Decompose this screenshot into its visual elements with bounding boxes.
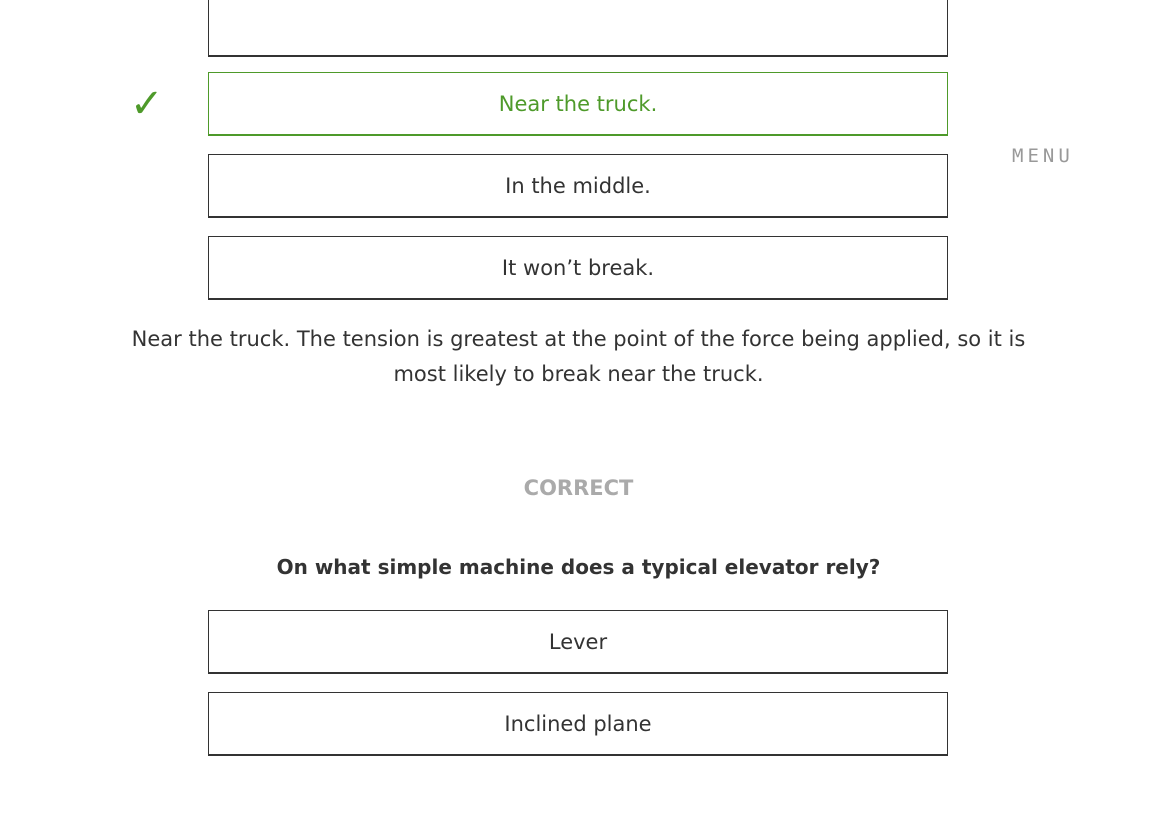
result-status: CORRECT xyxy=(523,476,634,500)
menu-button[interactable]: MENU xyxy=(1012,145,1074,167)
answer-option-inclined-plane[interactable] xyxy=(208,692,948,756)
answer-option-partial[interactable] xyxy=(208,0,948,57)
answer-label: It won’t break. xyxy=(501,255,655,280)
answer-option-lever[interactable] xyxy=(208,610,948,674)
answer-label: Inclined plane xyxy=(504,711,652,736)
answer-label: Lever xyxy=(548,629,608,654)
answer-explanation: Near the truck. The tension is greatest at the point of the force being applied, so it is most likely to break near the truck. xyxy=(131,327,1026,386)
answer-option-wont-break[interactable] xyxy=(208,236,948,300)
answer-label: In the middle. xyxy=(505,173,651,198)
answer-option-near-truck[interactable] xyxy=(208,72,948,136)
question-text: On what simple machine does a typical elevator rely? xyxy=(276,555,881,579)
answer-label: Near the truck. xyxy=(498,91,658,116)
answer-option-in-middle[interactable] xyxy=(208,154,948,218)
checkmark-icon: ✓ xyxy=(130,81,164,127)
